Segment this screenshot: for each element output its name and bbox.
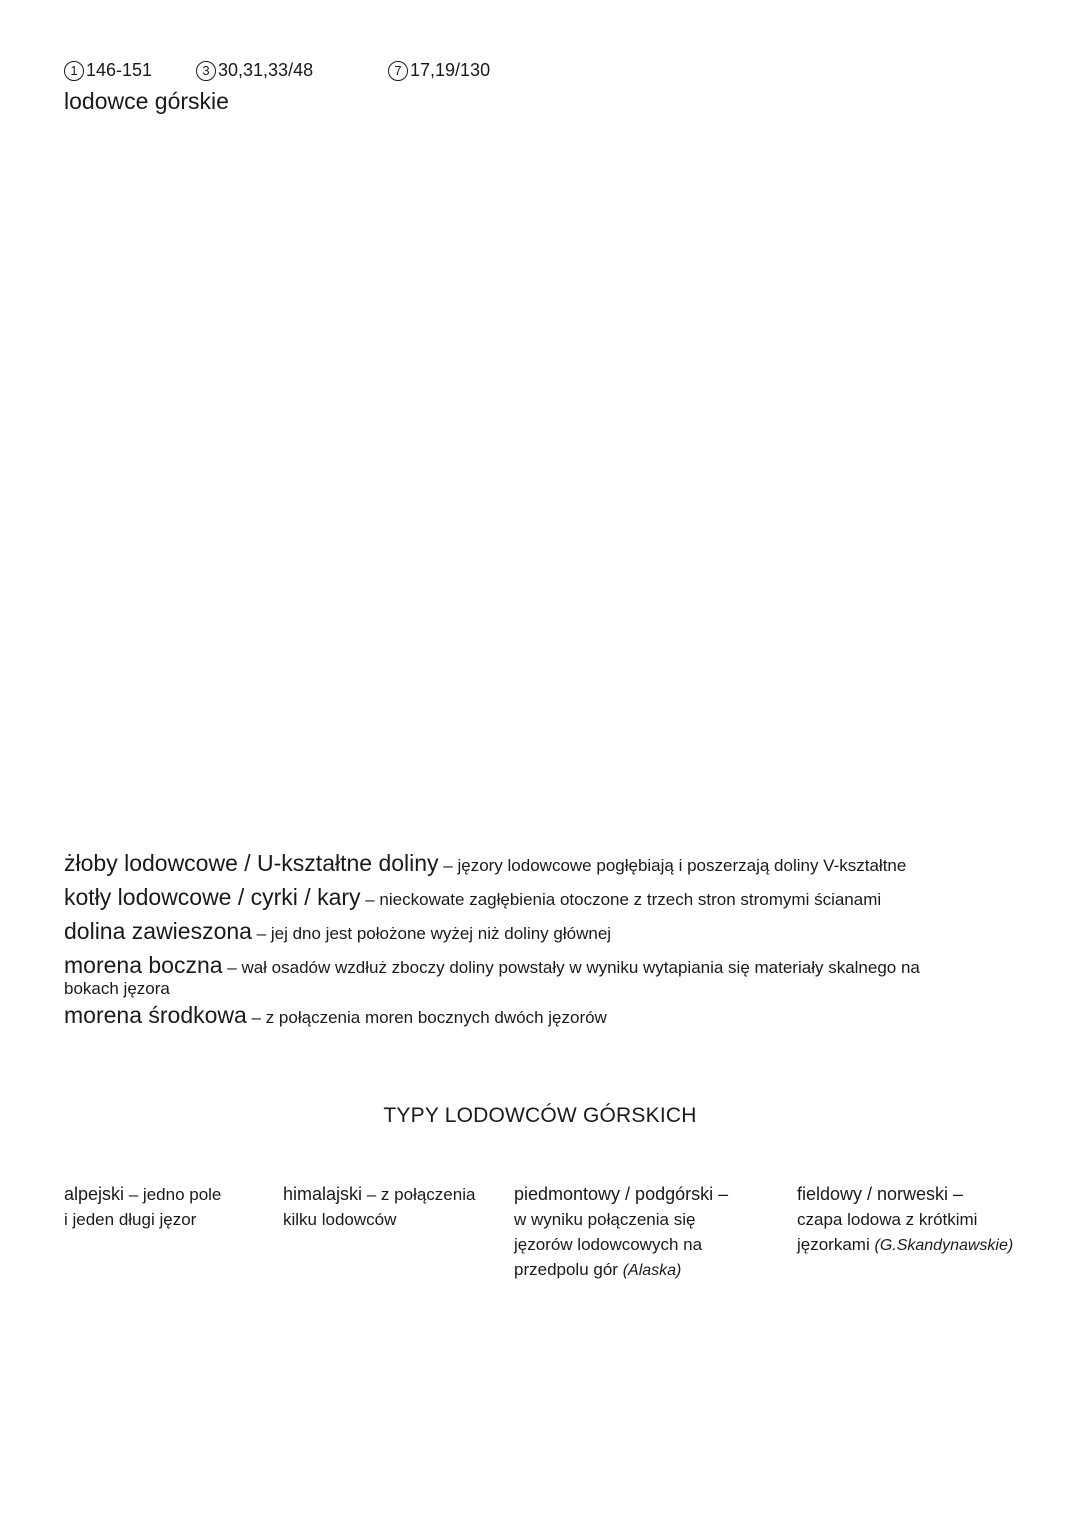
glacier-type-alpine — [64, 1182, 264, 1232]
reference-3 — [196, 60, 313, 81]
definition-item — [64, 1002, 1024, 1032]
definition-desc: – jej dno jest położone wyżej niż doliny głównej — [251, 924, 612, 943]
type-desc: – z połączenia — [362, 1185, 476, 1204]
type-example: (G.Skandynawskie) — [874, 1237, 1014, 1254]
definition-desc: – z połączenia moren bocznych dwóch jęzorów — [246, 1008, 607, 1027]
definition-item — [64, 918, 1024, 948]
definition-term: morena boczna — [64, 952, 223, 978]
type-desc: – jedno pole — [124, 1185, 222, 1204]
definitions-list — [64, 850, 1024, 1036]
definition-term: morena środkowa — [64, 1002, 247, 1028]
definition-desc: – jęzory lodowcowe pogłębiają i poszerzają doliny V-kształtne — [438, 856, 907, 875]
page-references — [64, 60, 764, 86]
glacier-types — [0, 1182, 1080, 1302]
definition-item — [64, 850, 1024, 880]
types-section-title: TYPY LODOWCÓW GÓRSKICH — [383, 1104, 697, 1127]
type-desc: i jeden długi jęzor — [64, 1210, 197, 1229]
type-desc: jęzorów lodowcowych na — [514, 1235, 703, 1254]
definition-item — [64, 884, 1024, 914]
glacier-type-norwegian — [797, 1182, 1057, 1258]
circled-number-icon: 7 — [388, 61, 408, 81]
type-name: himalajski — [283, 1184, 363, 1204]
type-desc: czapa lodowa z krótkimi — [797, 1210, 978, 1229]
type-name: fieldowy / norweski – — [797, 1184, 964, 1204]
reference-pages: 146-151 — [86, 60, 153, 80]
type-desc: przedpolu gór — [514, 1260, 618, 1279]
type-name: alpejski — [64, 1184, 125, 1204]
definition-desc: – nieckowate zagłębienia otoczone z trzech stron stromymi ścianami — [360, 890, 882, 909]
page-heading: lodowce górskie — [64, 88, 229, 114]
definition-desc: – wał osadów wzdłuż zboczy doliny powstały w wyniku wytapiania się materiały skalnego na — [222, 958, 920, 977]
definition-item — [64, 952, 1024, 982]
type-name: piedmontowy / podgórski – — [514, 1184, 729, 1204]
reference-1 — [64, 60, 152, 81]
glacier-type-himalayan — [283, 1182, 503, 1232]
definition-term: żłoby lodowcowe / U-kształtne doliny — [64, 850, 439, 876]
definition-term: kotły lodowcowe / cyrki / kary — [64, 884, 361, 910]
type-desc: kilku lodowców — [283, 1210, 397, 1229]
circled-number-icon: 1 — [64, 61, 84, 81]
glacier-type-piedmont — [514, 1182, 784, 1283]
reference-pages: 17,19/130 — [410, 60, 491, 80]
type-desc: jęzorkami — [797, 1235, 870, 1254]
definition-desc-continued: bokach jęzora — [64, 979, 170, 998]
circled-number-icon: 3 — [196, 61, 216, 81]
reference-7 — [388, 60, 490, 81]
type-desc: w wyniku połączenia się — [514, 1210, 696, 1229]
reference-pages: 30,31,33/48 — [218, 60, 314, 80]
type-example: (Alaska) — [622, 1262, 682, 1279]
definition-term: dolina zawieszona — [64, 918, 252, 944]
